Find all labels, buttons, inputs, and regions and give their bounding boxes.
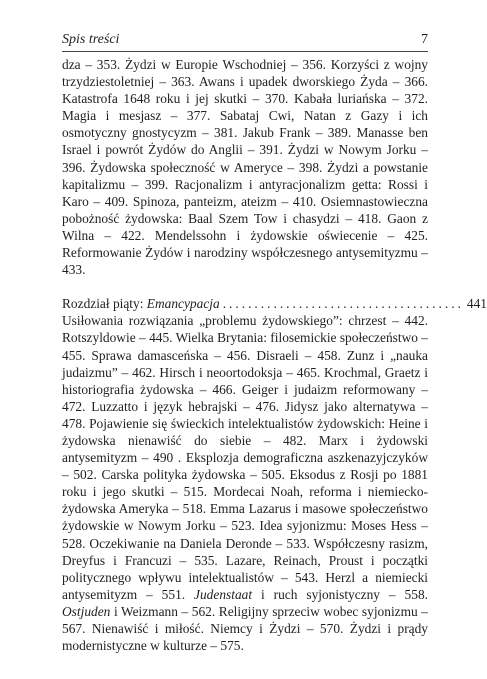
running-title: Spis treści [62,32,120,47]
toc-section-continued [62,56,428,278]
leader-dots: ...................................... [222,296,464,312]
paragraph-gap [62,278,428,295]
toc-text-part2: i ruch syjonistyczny – 558. [252,586,428,602]
toc-italic-ostjuden: Ostjuden [62,603,111,619]
chapter-heading [62,295,487,312]
toc-text-part1: Usiłowania rozwiązania „problemu żydowskiego”: chrzest – 442. Rotszyldowie – 445. Wielka Brytania: filosemickie społeczeństwo – 455. Sprawa damasceńska – 456. Disraeli – 458. Zunz i „nauka judaizmu” – 462. Hirsch i neoortodoksja – 465. Krochmal, Graetz i historiografia żydowska – 466. Geiger i judaizm reformowany – 472. Luzzatto i język hebrajski – 476. Jidysz jako alternatywa – 478. Pojawienie się świeckich intelektualistów żydowskich: Heine i żydowska nienawiść do siebie – 482. Marx i żydowski antysemityzm – 490 . Eksplozja demograficzna aszkenazyjczyków – 502. Carska polityka żydowska – 505. Eksodus z Rosji po 1881 roku i jego skutki – 515. Mordecai Noah, reforma i niemiecko-żydowska Ameryka – 518. Emma Lazarus i masowe społeczeństwo żydowskie w Nowym Jorku – 523. Idea syjonizmu: Moses Hess – 528. Oczekiwanie na Daniela Deronde – 533. Współczesny rasizm, Dreyfus i Francuzi – 535. Lazare, Reinach, Proust i początki politycznego wpływu intelektualistów – 543. Herzl a niemiecki antysemityzm – 551. [62,313,428,602]
page-number: 7 [421,32,428,47]
header-rule [62,51,428,52]
chapter-title: Emancypacja [146,296,220,312]
toc-text-part3: i Weizmann – 562. Religijny sprzeciw wobec syjonizmu – 567. Nienawiść i miłość. Niemcy i Żydzi – 570. Żydzi i prądy modernistyczne w kulturze – 575. [62,603,428,654]
toc-body [62,56,487,654]
toc-entries-text: dza – 353. Żydzi w Europie Wschodniej – 356. Korzyści z wojny trzydziestoletniej – 363. Awans i upadek dworskiego Żyda – 366. Katastrofa 1648 roku i jej skutki – 370. Kabała luriańska – 372. Magia i mesjasz – 377. Sabataj Cwi, Natan z Gazy i ich osmotyczny gnostycyzm – 381. Jakub Frank – 389. Manasse ben Israel i powrót Żydów do Anglii – 391. Żydzi w Nowym Jorku – 396. Żydowska społeczność w Ameryce – 398. Żydzi a powstanie kapitalizmu – 399. Racjonalizm i antyracjonalizm getta: Rossi i Karo – 409. Spinoza, panteizm, ateizm – 410. Osiemnastowieczna pobożność żydowska: Baal Szem Tow i chasydzi – 418. Gaon z Wilna – 422. Mendelssohn i żydowskie oświecenie – 425. Reformowanie Żydów i narodziny współczesnego antysemityzmu – 433. [62,57,428,278]
chapter-label: Rozdział piąty: [62,296,144,312]
toc-italic-judenstaat: Judenstaat [194,586,253,602]
chapter-page-number: 441 [466,296,487,312]
running-header [62,32,428,50]
toc-chapter-entries [62,312,428,654]
